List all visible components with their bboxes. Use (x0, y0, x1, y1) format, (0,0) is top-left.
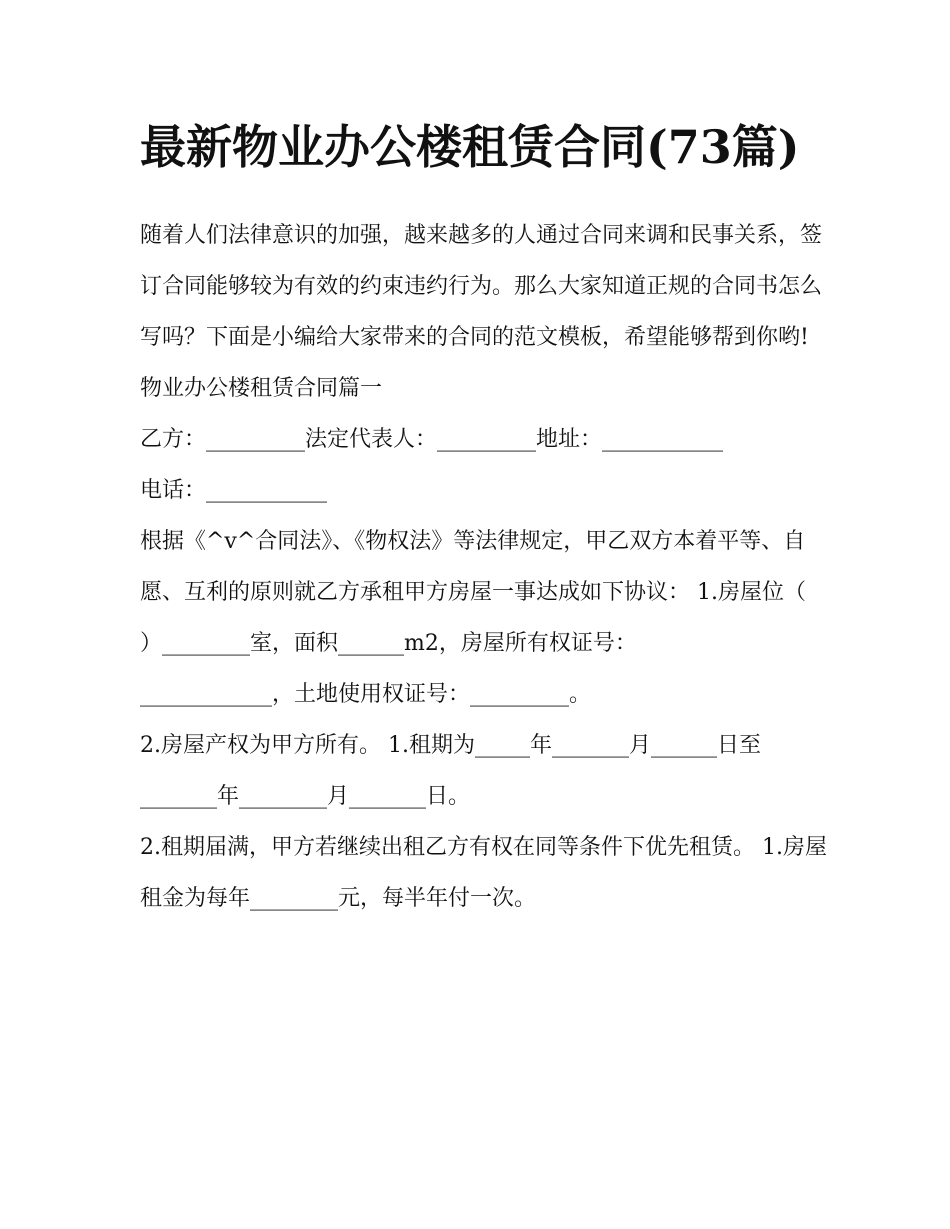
document-title: 最新物业办公楼租赁合同(73篇) (140, 120, 800, 174)
land-cert-line: ____________，土地使用权证号：_________。 (140, 682, 592, 707)
phone-line: 电话：___________ (140, 478, 328, 503)
agreement-preamble: 根据《^v^合同法》、《物权法》等法律规定，甲乙双方本着平等、自愿、互利的原则就乙方承租甲方房屋一事达成如下协议： 1.房屋位（ (140, 529, 806, 605)
document-page (140, 110, 830, 924)
intro-paragraph: 随着人们法律意识的加强，越来越多的人通过合同来调和民事关系，签订合同能够较为有效的约束违约行为。那么大家知道正规的合同书怎么写吗？下面是小编给大家带来的合同的范文模板，希望能够帮到你哟! (140, 223, 823, 350)
party-b-line: 乙方：_________法定代表人：_________地址：___________ (140, 427, 724, 452)
section-heading: 物业办公楼租赁合同篇一 (140, 376, 383, 401)
term-clause: 2.房屋产权为甲方所有。 1.租期为_____年_______月______日至_______年________月_______日。 (140, 733, 761, 809)
room-area-line: ）________室，面积______m2，房屋所有权证号： (140, 631, 637, 656)
rent-clause: 2.租期届满，甲方若继续出租乙方有权在同等条件下优先租赁。 1.房屋租金为每年________元，每半年付一次。 (140, 835, 827, 911)
